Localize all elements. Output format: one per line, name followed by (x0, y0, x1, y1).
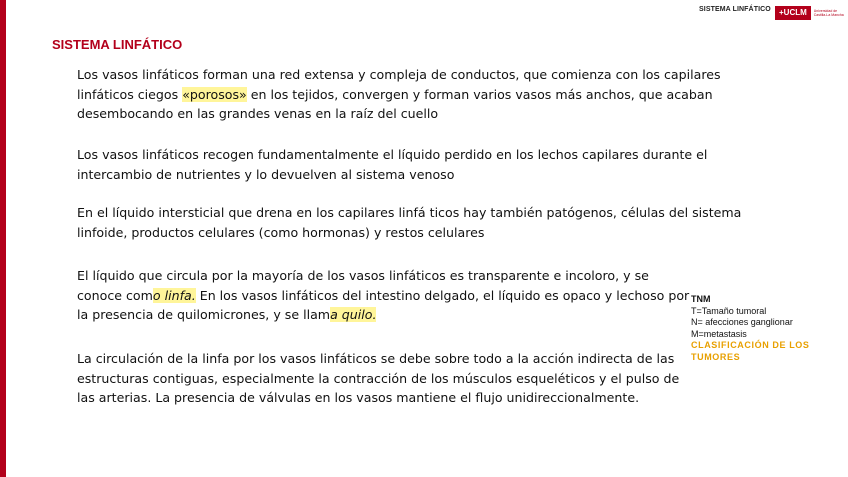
header-title: SISTEMA LINFÁTICO (699, 6, 771, 13)
highlight-quilo: a quilo. (330, 307, 377, 322)
tnm-line-m: M=metastasis (691, 328, 747, 339)
tnm-classification: CLASIFICACIÓN DE LOS TUMORES (691, 340, 810, 362)
tnm-heading: TNM (691, 294, 711, 304)
slide-title: SISTEMA LINFÁTICO (52, 37, 183, 52)
paragraph-4-text-b: En los vasos linfáticos del intestino delgado, el líquido es opaco y lechoso por la presencia de quilomicrones, y se llam (77, 287, 690, 322)
highlight-porosos: «porosos» (182, 86, 247, 102)
paragraph-1 (77, 65, 742, 124)
logo-subtext: Universidad de Castilla-La Mancha (813, 8, 844, 17)
tnm-line-n: N= afecciones ganglionar (691, 317, 793, 327)
tnm-line-t: T=Tamaño tumoral (691, 305, 767, 316)
highlight-linfa: o linfa. (152, 287, 196, 303)
paragraph-3: En el líquido intersticial que drena en los capilares linfá ticos hay también patógenos, células del sistema linfoide, productos celulares (como hormonas) y restos celulares (77, 205, 742, 240)
paragraph-2: Los vasos linfáticos recogen fundamentalmente el líquido perdido en los lechos capilares durante el intercambio de nutrientes y lo devuelven al sistema venoso (77, 147, 708, 182)
paragraph-1-text-b: en los tejidos, convergen y forman varios vasos más anchos, que acaban desembocando en las grandes venas en la raíz del cuello (77, 86, 713, 121)
paragraph-1-text-a: Los vasos linfáticos forman una red extensa y compleja de conductos, que comienza con los capilares linfáticos ciegos (77, 67, 721, 102)
tnm-side-note (691, 294, 841, 363)
paragraph-4-text-a: El líquido que circula por la mayoría de los vasos linfáticos es transparente e incoloro, y se conoce com (77, 268, 649, 303)
paragraph-5: La circulación de la linfa por los vasos linfáticos se debe sobre todo a la acción indirecta de las estructuras contiguas, especialmente la contracción de los músculos esqueléticos y el pulso de las arterias. La presencia de válvulas en los vasos mantiene el flujo unidireccionalmente. (77, 351, 680, 405)
uclm-logo (775, 3, 845, 23)
logo-mark: +UCLM (775, 6, 811, 20)
left-accent-bar (0, 0, 6, 477)
paragraph-4 (77, 266, 697, 325)
